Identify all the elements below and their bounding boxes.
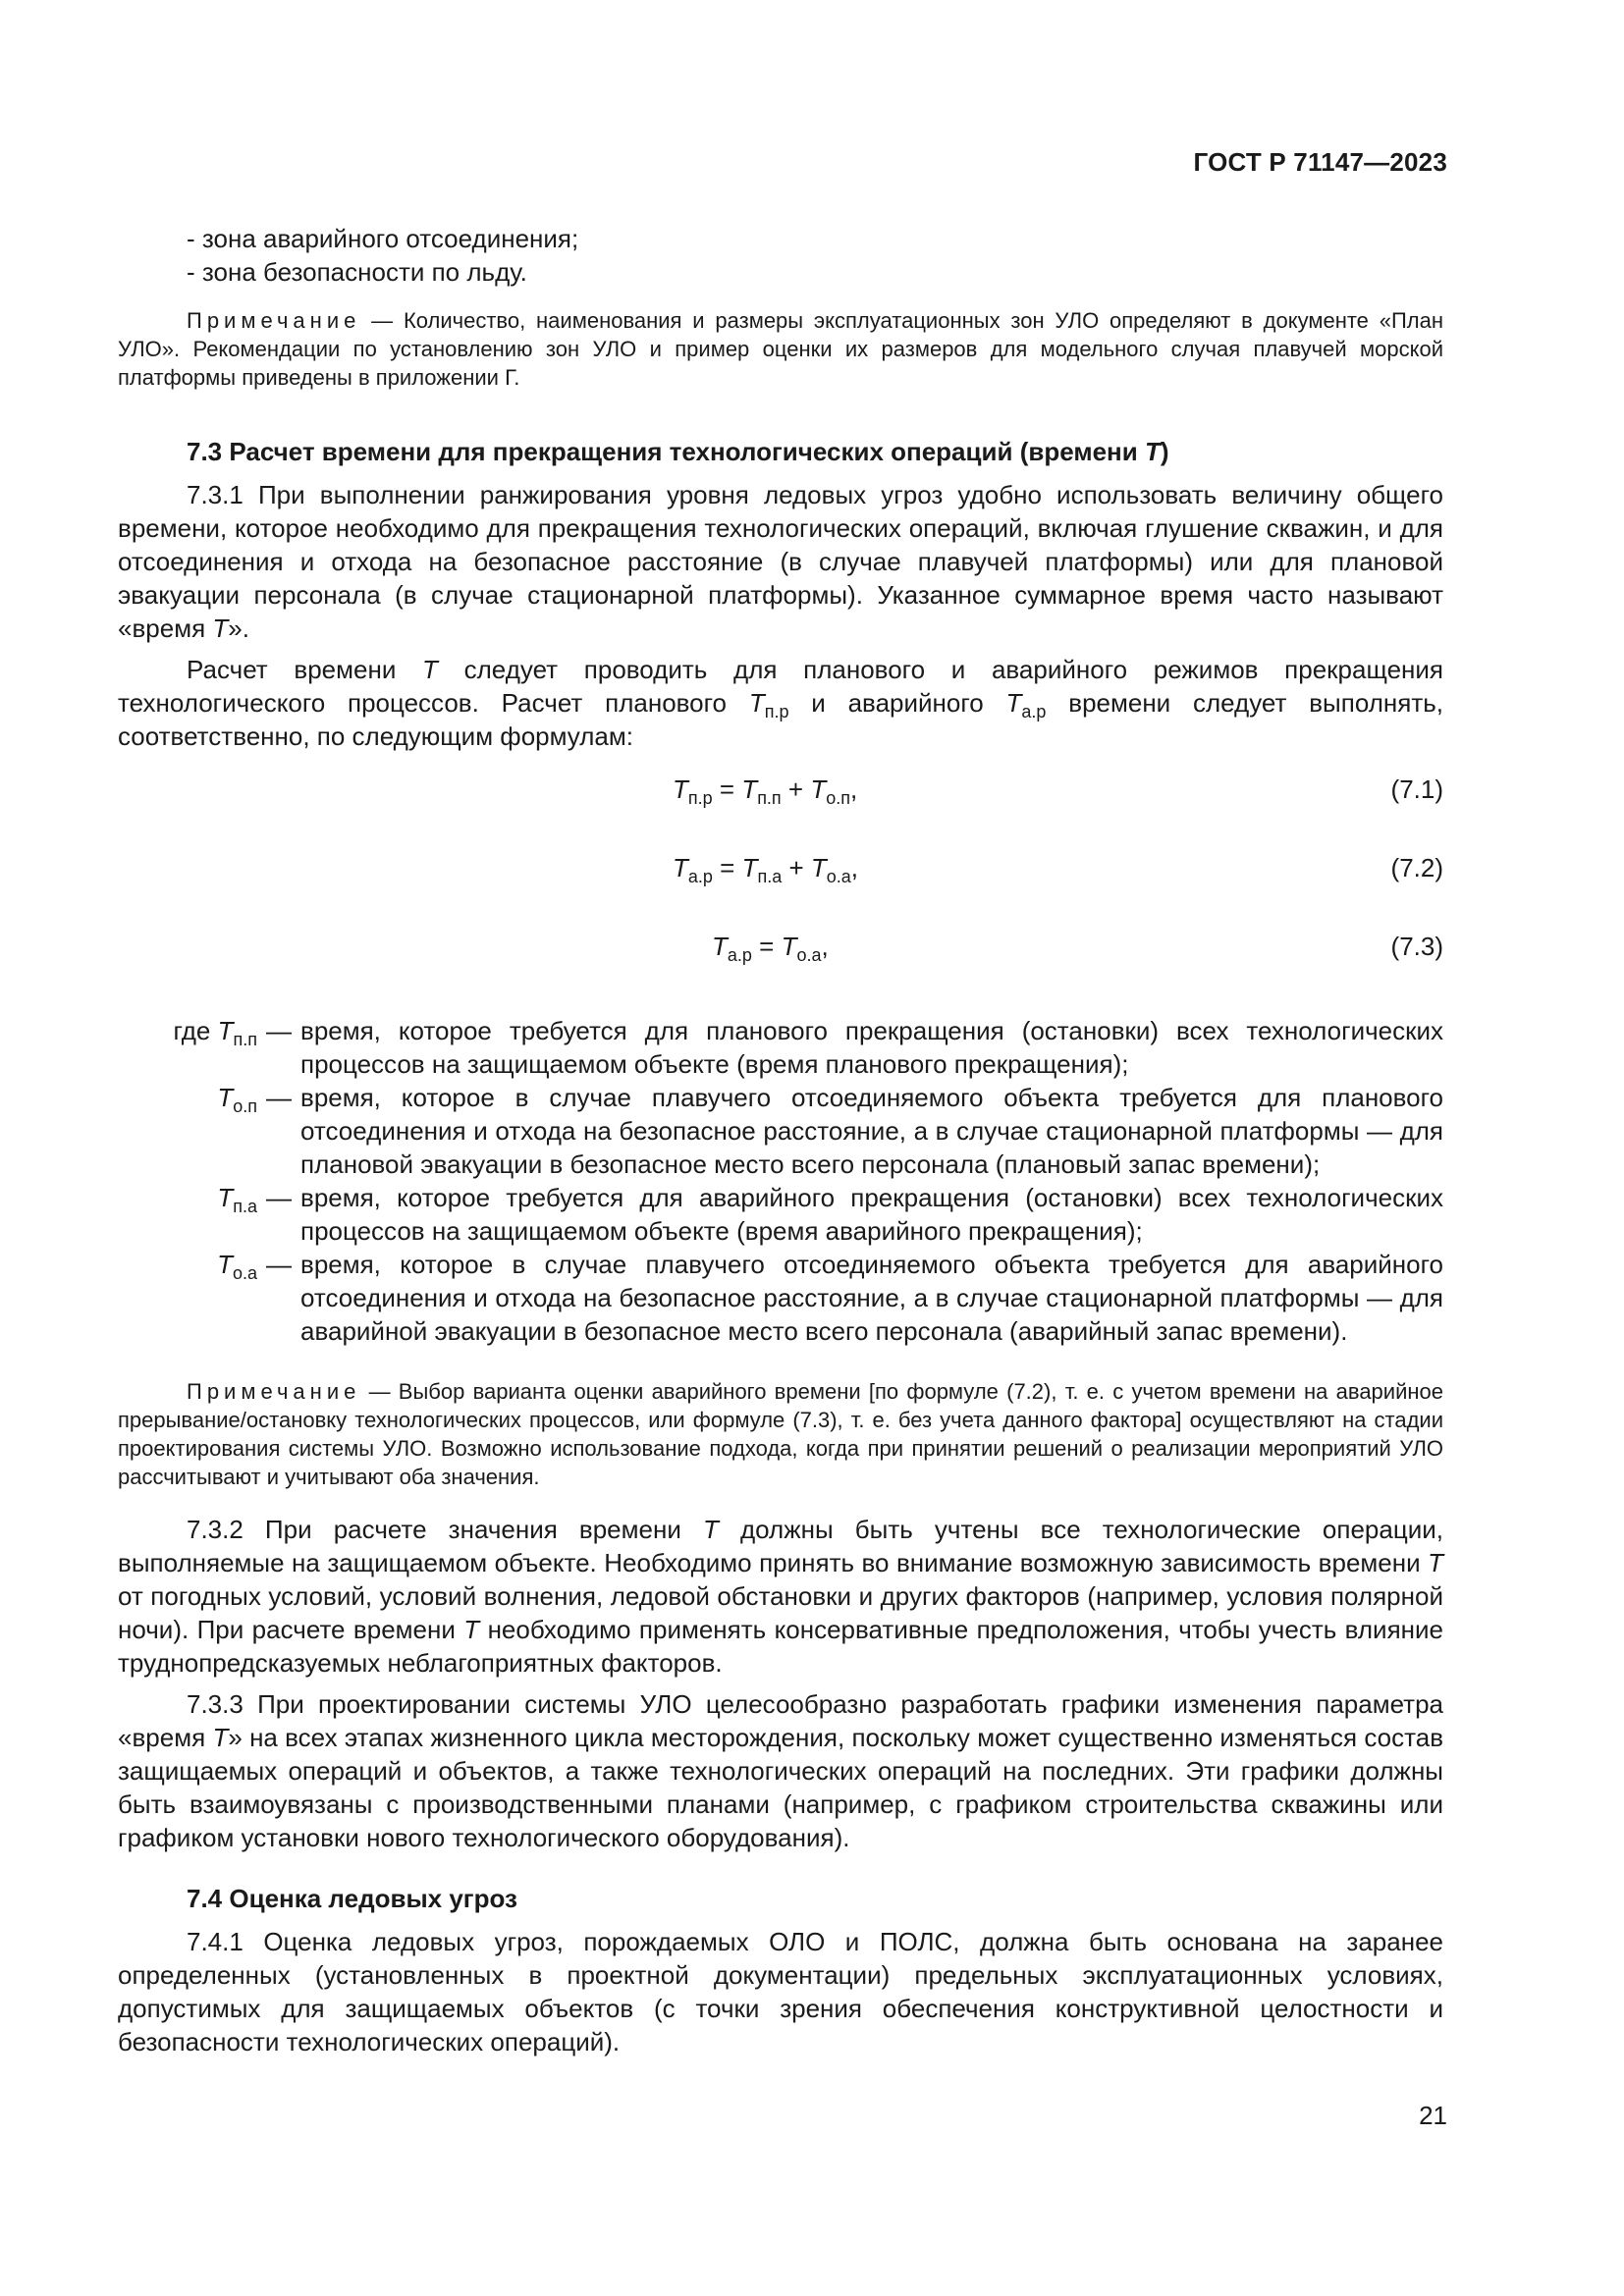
subscript: п.р	[764, 702, 789, 721]
symbol-T: T	[702, 1515, 719, 1544]
para-text: 7.3.3 При проектировании системы УЛО целесообразно разработать графики изменения параметра «время	[118, 1689, 1443, 1752]
note-label: Примечание	[187, 1379, 361, 1404]
symbol-T: T	[1428, 1548, 1443, 1577]
definition-item	[118, 1181, 1443, 1248]
subscript: а.р	[1021, 702, 1047, 721]
para-text: должны быть учтены все технологические операции, выполняемые на защищаемом объекте. Необходимо принять во внимание возможную зависимость времени	[118, 1515, 1444, 1577]
symbol-T: T	[748, 688, 765, 718]
para-text: необходимо применять консервативные предположения, чтобы учесть влияние труднопредсказуемых неблагоприятных факторов.	[118, 1615, 1444, 1678]
definitions-list	[118, 1014, 1443, 1348]
formula-number: (7.1)	[1390, 774, 1443, 804]
note-label: Примечание	[187, 308, 361, 333]
page-number: 21	[1419, 2101, 1447, 2130]
page-content	[118, 222, 1443, 2058]
list-item: - зона безопасности по льду.	[187, 257, 527, 287]
symbol-T: T	[422, 655, 438, 684]
section-title-text: 7.3 Расчет времени для прекращения технологических операций (времени	[187, 437, 1145, 466]
list-item: - зона аварийного отсоединения;	[187, 224, 579, 253]
para-text: 7.3.1 При выполнении ранжирования уровня ледовых угроз удобно использовать величину общего времени, которое необходимо для прекращения технологических операций, включая глушение скважин, и для отсоединения и отхода на безопасное расстояние (в случае плавучей платформы) или для плановой эвакуации персонала (в случае стационарной платформы). Указанное суммарное время часто называют «время	[118, 480, 1443, 643]
definition-item	[118, 1081, 1443, 1181]
note-text: — Количество, наименования и размеры эксплуатационных зон УЛО определяют в документе «План УЛО». Рекомендации по установлению зон УЛО и пример оценки их размеров для модельного случая плавучей морской платформы приведены в приложении Г.	[118, 308, 1443, 390]
definition-symbol: где $T_{п.п}$	[173, 1016, 257, 1049]
symbol-T: T	[1005, 688, 1022, 718]
definition-dash: —	[266, 1183, 292, 1212]
formula-expression: $T_{а.р} = T_{о.а}$,	[712, 932, 829, 965]
para-text: ».	[228, 614, 249, 643]
para-text: следует проводить для планового и аварийного режимов прекращения технологического процессов. Расчет планового	[118, 655, 1443, 718]
para-text: » на всех этапах жизненного цикла месторождения, поскольку может существенно изменяться состав защищаемых операций и объектов, а также технологических операций на последних. Эти графики должны быть взаимоувязаны с производственными планами (например, с графиком строительства скважины или графиком установки нового технологического оборудования).	[118, 1723, 1444, 1852]
section-title-symbol: T	[1144, 437, 1161, 466]
formula-number: (7.2)	[1390, 853, 1443, 882]
symbol-T: T	[212, 614, 229, 643]
section-title-suffix: )	[1160, 437, 1169, 466]
formula-7-1	[118, 753, 1443, 831]
paragraph-time-calc	[118, 653, 1443, 753]
definition-text: время, которое в случае плавучего отсоединяемого объекта требуется для аварийного отсоединения и отхода на безопасное расстояние, а в случае стационарной платформы — для аварийной эвакуации в безопасное место всего персонала (аварийный запас времени).	[300, 1250, 1443, 1346]
definition-item	[118, 1014, 1443, 1081]
definition-dash: —	[266, 1016, 292, 1045]
formula-expression: $T_{а.р} = T_{п.а} + T_{о.а}$,	[673, 853, 859, 886]
formula-7-3	[118, 910, 1443, 988]
definition-text: время, которое требуется для планового прекращения (остановки) всех технологических процессов на защищаемом объекте (время планового прекращения);	[300, 1016, 1443, 1079]
note-2	[118, 1377, 1443, 1491]
paragraph-7-3-3	[118, 1687, 1443, 1854]
para-text: 7.3.2 При расчете значения времени	[187, 1515, 703, 1544]
definition-text: время, которое в случае плавучего отсоединяемого объекта требуется для планового отсоединения и отхода на безопасное расстояние, а в случае стационарной платформы — для плановой эвакуации в безопасное место всего персонала (плановый запас времени);	[300, 1083, 1443, 1179]
para-text: от погодных условий, условий волнения, ледовой обстановки и других факторов (например, условия полярной ночи). При расчете времени	[118, 1581, 1443, 1644]
paragraph-7-3-1	[118, 478, 1443, 645]
symbol-T: T	[212, 1723, 229, 1752]
formula-expression: $T_{п.р} = T_{п.п} + T_{о.п}$,	[673, 774, 858, 808]
paragraph-7-3-2	[118, 1513, 1443, 1680]
symbol-T: T	[463, 1615, 480, 1644]
note-1	[118, 306, 1443, 392]
document-code: ГОСТ Р 71147—2023	[1193, 147, 1447, 177]
section-title-7-3	[187, 435, 1443, 468]
definition-dash: —	[266, 1083, 292, 1112]
paragraph-7-4-1: 7.4.1 Оценка ледовых угроз, порождаемых ОЛО и ПОЛС, должна быть основана на заранее определенных (установленных в проектной документации) предельных эксплуатационных условиях, допустимых для защищаемых объектов (с точки зрения обеспечения конструктивной целостности и безопасности технологических операций).	[118, 1927, 1443, 2056]
definition-symbol: $T_{о.а}$	[217, 1250, 257, 1283]
para-text: и аварийного	[788, 688, 1006, 718]
note-text: — Выбор варианта оценки аварийного времени [по формуле (7.2), т. е. с учетом времени на аварийное прерывание/остановку технологических процессов, или формуле (7.3), т. е. без учета данного фактора] осуществляют на стадии проектирования системы УЛО. Возможно использование подхода, когда при принятии решений о реализации мероприятий УЛО рассчитывают и учитывают оба значения.	[118, 1379, 1443, 1489]
para-text: времени следует выполнять, соответственно, по следующим формулам:	[118, 688, 1443, 751]
formula-number: (7.3)	[1390, 932, 1443, 961]
formula-7-2	[118, 831, 1443, 910]
definition-item	[118, 1248, 1443, 1348]
section-title-7-4: 7.4 Оценка ледовых угроз	[187, 1884, 517, 1913]
definition-dash: —	[266, 1250, 292, 1279]
definition-symbol: $T_{п.а}$	[217, 1183, 257, 1216]
definition-text: время, которое требуется для аварийного прекращения (остановки) всех технологических процессов на защищаемом объекте (время аварийного прекращения);	[300, 1183, 1443, 1246]
para-text: Расчет времени	[187, 655, 423, 684]
definition-symbol: $T_{о.п}$	[217, 1083, 257, 1116]
